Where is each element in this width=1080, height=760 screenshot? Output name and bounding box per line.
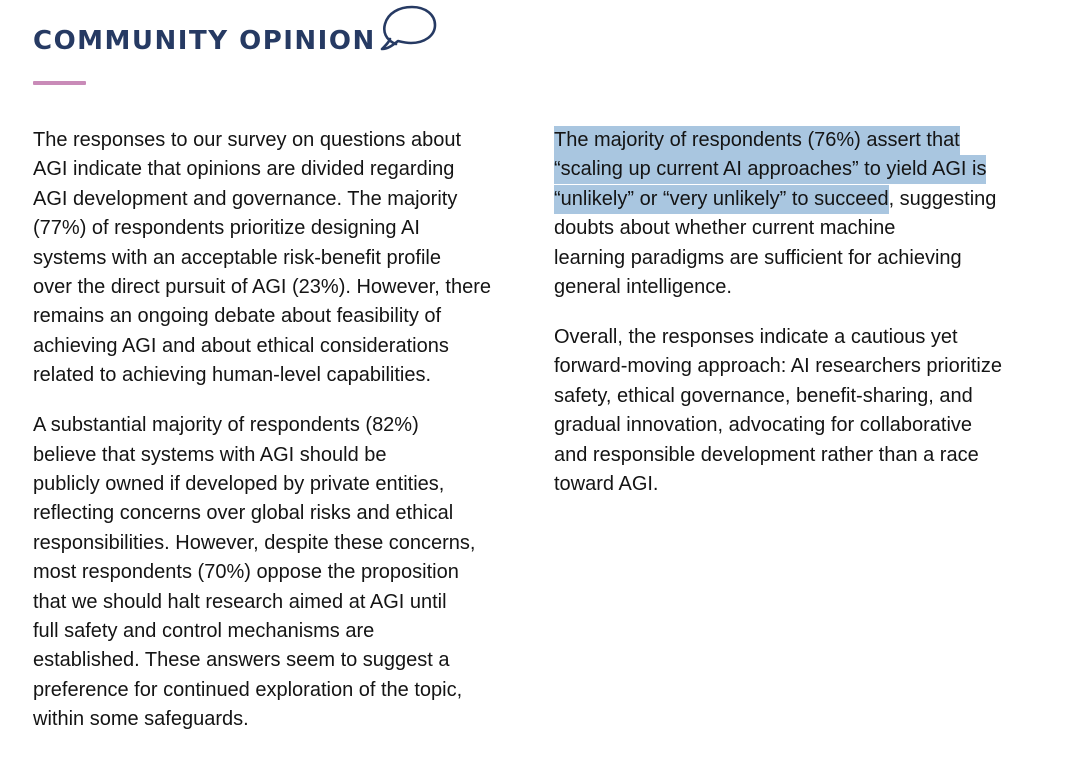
text-line: publicly owned if developed by private entities, [33, 472, 445, 495]
paragraph [33, 411, 533, 734]
text-line: (77%) of respondents prioritize designing AI [33, 217, 420, 240]
text-line: safety, ethical governance, benefit-sharing, and [554, 384, 973, 407]
text-line: gradual innovation, advocating for collaborative [554, 414, 973, 437]
selected-text[interactable]: “scaling up current AI approaches” to yield AGI is [554, 155, 986, 184]
text-line: achieving AGI and about ethical considerations [33, 334, 449, 357]
text-line: over the direct pursuit of AGI (23%). However, there [33, 276, 491, 299]
text-line: Overall, the responses indicate a cautious yet [554, 325, 958, 348]
text-line: preference for continued exploration of the topic, [33, 678, 463, 701]
paragraph [33, 126, 533, 391]
right-column [554, 126, 1054, 520]
selected-text[interactable]: “unlikely” or “very unlikely” to succeed [554, 185, 889, 214]
speech-bubble-icon [379, 3, 439, 55]
text-line: believe that systems with AGI should be [33, 443, 387, 466]
text-fragment: , suggesting [888, 187, 997, 210]
text-line: AGI development and governance. The majority [33, 187, 458, 210]
text-line: systems with an acceptable risk-benefit profile [33, 246, 441, 269]
paragraph [554, 126, 1054, 302]
text-line: established. These answers seem to suggest a [33, 649, 450, 672]
text-line: that we should halt research aimed at AGI until [33, 590, 447, 613]
text-line: reflecting concerns over global risks and ethical [33, 502, 454, 525]
text-line [554, 185, 1054, 214]
text-line: learning paradigms are sufficient for achieving [554, 246, 962, 269]
selected-text[interactable]: The majority of respondents (76%) assert that [554, 126, 960, 155]
text-line: forward-moving approach: AI researchers prioritize [554, 355, 1002, 378]
text-line: AGI indicate that opinions are divided regarding [33, 158, 455, 181]
text-line: and responsible development rather than a race [554, 443, 979, 466]
text-line: within some safeguards. [33, 708, 249, 731]
text-line: The responses to our survey on questions about [33, 129, 462, 151]
text-line: most respondents (70%) oppose the proposition [33, 561, 459, 584]
text-line: full safety and control mechanisms are [33, 620, 375, 642]
text-line: doubts about whether current machine [554, 217, 896, 240]
text-line: related to achieving human-level capabilities. [33, 364, 432, 387]
text-line: general intelligence. [554, 276, 732, 299]
text-line: responsibilities. However, despite these concerns, [33, 531, 476, 554]
paragraph [554, 323, 1054, 499]
section-header [33, 0, 633, 100]
text-line: remains an ongoing debate about feasibility of [33, 305, 442, 328]
accent-divider [33, 81, 86, 85]
text-line [554, 155, 1054, 184]
text-line [554, 126, 1054, 155]
section-title: COMMUNITY OPINION [33, 26, 376, 56]
left-column [33, 126, 533, 755]
text-line: toward AGI. [554, 472, 659, 495]
text-line: A substantial majority of respondents (82%) [33, 414, 419, 437]
